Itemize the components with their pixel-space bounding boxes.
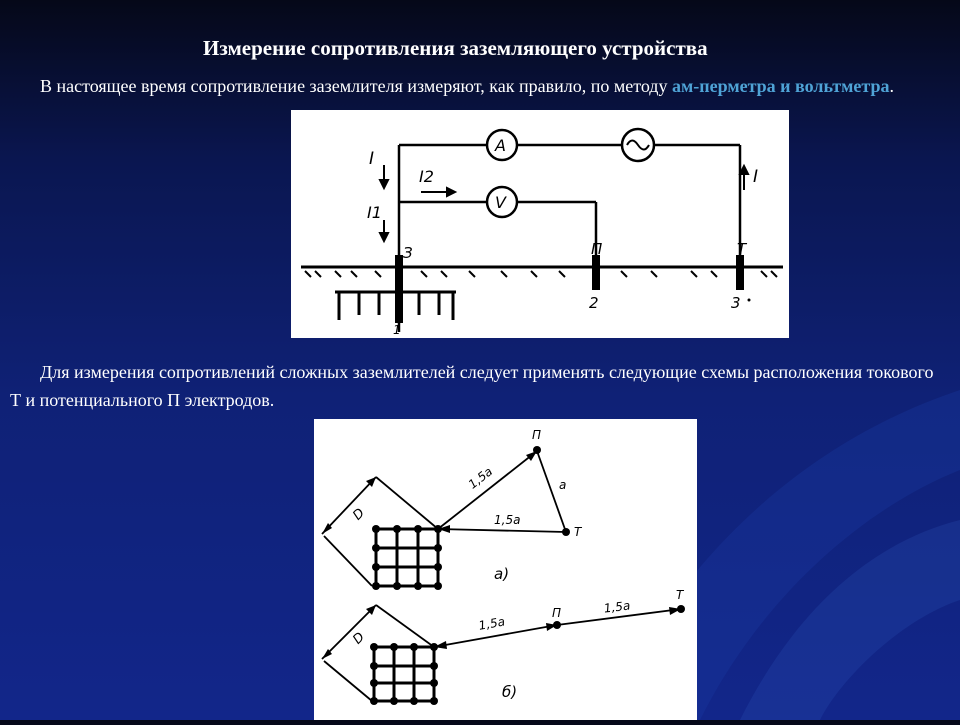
slide-title: Измерение сопротивления заземляющего устройства: [203, 36, 708, 60]
circuit-diagram: [291, 110, 789, 338]
current-electrode-bottom: [677, 605, 685, 613]
label-t-top: Т: [574, 525, 582, 539]
label-t-bottom: Т: [676, 588, 684, 602]
circuit-figure: [291, 110, 789, 338]
method-highlight: ам-перметра и вольтметра: [671, 76, 890, 96]
number-label-1: 1: [393, 323, 401, 337]
potential-electrode-top: [533, 446, 541, 454]
label-d-top: D: [350, 505, 368, 524]
label-case-b: б): [502, 683, 518, 701]
earth-electrode: [395, 255, 403, 323]
current-label-i2: I2: [419, 167, 434, 186]
label-p-top: П: [532, 428, 542, 442]
label-d-bottom: D: [350, 629, 368, 648]
electrode-layout-diagram: [314, 419, 697, 720]
current-electrode-top: [562, 528, 570, 536]
potential-electrode: [592, 255, 600, 290]
ammeter-label: A: [495, 136, 506, 155]
label-15a-top-2: 1,5а: [494, 513, 521, 527]
voltmeter-label: V: [495, 193, 506, 212]
complex-electrodes-paragraph: [10, 358, 940, 414]
electrode-layout-figure: [314, 419, 697, 720]
current-label-left: I: [369, 149, 375, 169]
label-15a-bottom-2: 1,5а: [603, 598, 632, 616]
current-electrode: [736, 255, 744, 290]
label-case-a: а): [494, 565, 510, 583]
label-15a-bottom-1: 1,5а: [477, 614, 506, 633]
grid-top: [376, 529, 438, 586]
grid-bottom: [374, 647, 434, 701]
label-a-dim: а: [559, 478, 567, 492]
label-15a-top-1: 1,5а: [465, 464, 496, 492]
intro-text: В настоящее время сопротивление заземлителя измеряют, как правило, по методу: [40, 76, 672, 96]
potential-electrode-bottom: [553, 621, 561, 629]
current-label-i1: I1: [367, 203, 382, 222]
label-p-bottom: П: [552, 606, 562, 620]
electrode-label-3: З: [403, 244, 413, 262]
number-label-3: 3: [731, 294, 741, 312]
electrode-label-p: П: [591, 240, 603, 258]
number-label-2: 2: [589, 294, 599, 312]
intro-paragraph: [10, 72, 940, 100]
complex-electrodes-text: Для измерения сопротивлений сложных заземлителей следует применять следующие схемы расположения токового Т и потенциального П электродов.: [10, 362, 934, 410]
electrode-label-t: Т: [737, 240, 747, 258]
intro-end: .: [889, 76, 894, 96]
current-label-right: I: [753, 167, 759, 187]
